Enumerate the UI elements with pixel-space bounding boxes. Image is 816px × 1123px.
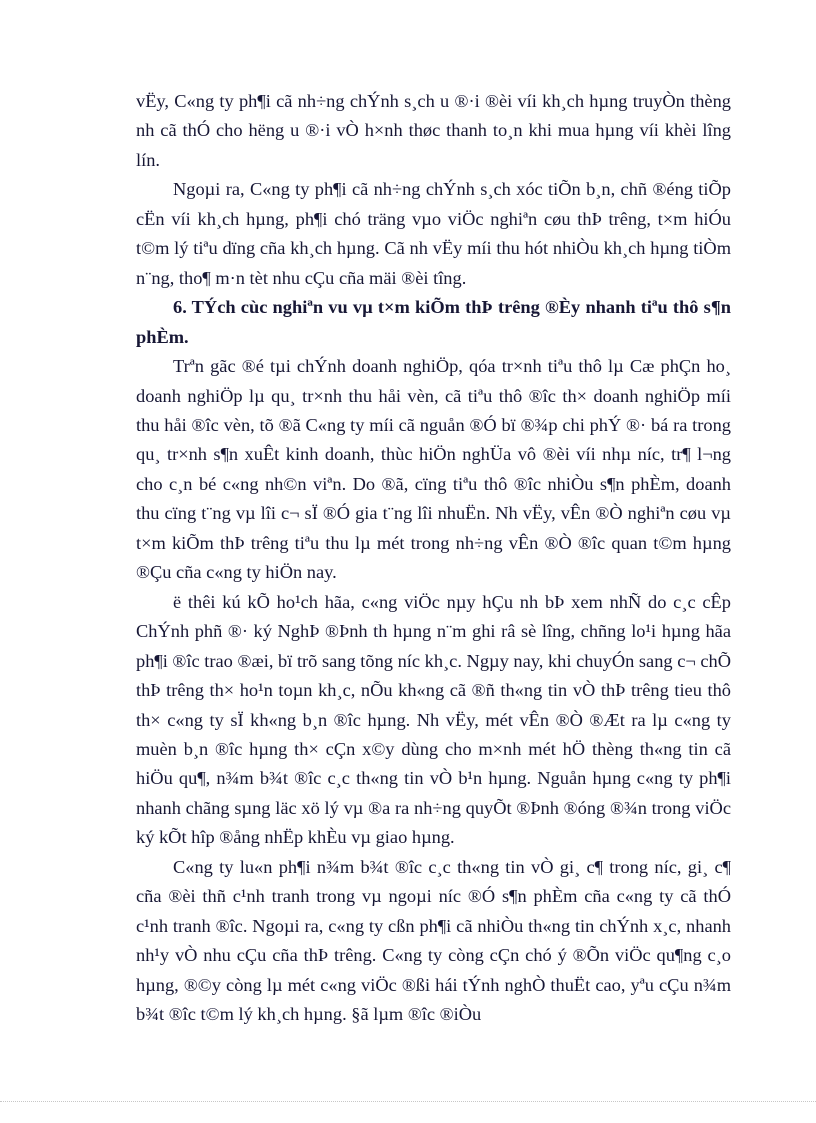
paragraph: Trªn gãc ®é tµi chÝnh doanh nghiÖp, qóa tr×nh tiªu thô lµ Cæ phÇn ho¸ doanh nghiÖp lµ qu¸ tr×nh thu håi vèn, cã tiªu thô ®îc th× doanh nghiÖp míi thu håi ®îc vèn, tõ ®ã C«ng ty míi cã nguån ®Ó bï ®¾p chi phÝ ®· bá ra trong qu¸ tr×nh s¶n xuÊt kinh doanh, thùc hiÖn nghÜa vô ®èi víi nhµ níc, tr¶ l¬ng cho c¸n bé c«ng nh©n viªn. Do ®ã, cïng tiªu thô ®îc nhiÒu s¶n phÈm, doanh thu cïng t¨ng vµ lîi c¬ sÏ ®Ó gia t¨ng lîi nhuËn. Nh vËy, vÊn ®Ò nghiªn cøu vµ t×m kiÕm thÞ trêng tiªu thu lµ mét trong nh÷ng vÊn ®Ò ®îc quan t©m hµng ®Çu cña c«ng ty hiÖn nay. — [136, 356, 731, 583]
page-bottom-divider — [0, 1101, 816, 1102]
document-body — [136, 87, 731, 1030]
paragraph-continuation: vËy, C«ng ty ph¶i cã nh÷ng chÝnh s¸ch u ®·i ®èi víi kh¸ch hµng truyÒn thèng nh cã thÓ cho hëng u ®·i vÒ h×nh thøc thanh to¸n khi mua hµng víi khèi lîng lín. — [136, 91, 731, 170]
section-heading: 6. TÝch cùc nghiªn vu vµ t×m kiÕm thÞ trêng ®Èy nhanh tiªu thô s¶n phÈm. — [136, 297, 731, 347]
paragraph: C«ng ty lu«n ph¶i n¾m b¾t ®îc c¸c th«ng tin vÒ gi¸ c¶ trong níc, gi¸ c¶ cña ®èi thñ c¹nh tranh trong vµ ngoµi níc ®Ó s¶n phÈm cña c«ng ty cã thÓ c¹nh tranh ®îc. Ngoµi ra, c«ng ty cßn ph¶i cã nhiÒu th«ng tin chÝnh x¸c, nhanh nh¹y vÒ nhu cÇu cña thÞ trêng. C«ng ty còng cÇn chó ý ®Õn viÖc qu¶ng c¸o hµng, ®©y còng lµ mét c«ng viÖc ®ßi hái tÝnh nghÒ thuËt cao, yªu cÇu n¾m b¾t ®îc t©m lý kh¸ch hµng. §ã lµm ®îc ®iÒu — [136, 856, 731, 1025]
paragraph: ë thêi kú kÕ ho¹ch hãa, c«ng viÖc nµy hÇu nh bÞ xem nhÑ do c¸c cÊp ChÝnh phñ ®· ký NghÞ ®Þnh th hµng n¨m ghi râ sè lîng, chñng lo¹i hµng hãa ph¶i ®îc trao ®æi, bï trõ sang tõng níc kh¸c. Ngµy nay, khi chuyÓn sang c¬ chÕ thÞ trêng th× ho¹n toµn kh¸c, nÕu kh«ng cã ®ñ th«ng tin vÒ thÞ trêng tieu thô th× c«ng ty sÏ kh«ng b¸n ®îc hµng. Nh vËy, mét vÊn ®Ò ®Æt ra lµ c«ng ty muèn b¸n ®îc hµng th× cÇn x©y dùng cho m×nh mét hÖ thèng th«ng tin cã hiÖu qu¶, n¾m b¾t ®îc c¸c th«ng tin vÒ b¹n hµng. Nguån hµng c«ng ty ph¶i nhanh chãng sµng läc xö lý vµ ®a ra nh÷ng quyÕt ®Þnh ®óng ®¾n trong viÖc ký kÕt hîp ®ång nhËp khÈu vµ giao hµng. — [136, 591, 731, 848]
paragraph: Ngoµi ra, C«ng ty ph¶i cã nh÷ng chÝnh s¸ch xóc tiÕn b¸n, chñ ®éng tiÕp cËn víi kh¸ch hµng, ph¶i chó träng vµo viÖc nghiªn cøu thÞ trêng, t×m hiÓu t©m lý tiªu dïng cña kh¸ch hµng. Cã nh vËy míi thu hót nhiÒu kh¸ch hµng tiÒm n¨ng, tho¶ m·n tèt nhu cÇu cña mäi ®èi tîng. — [136, 179, 731, 288]
